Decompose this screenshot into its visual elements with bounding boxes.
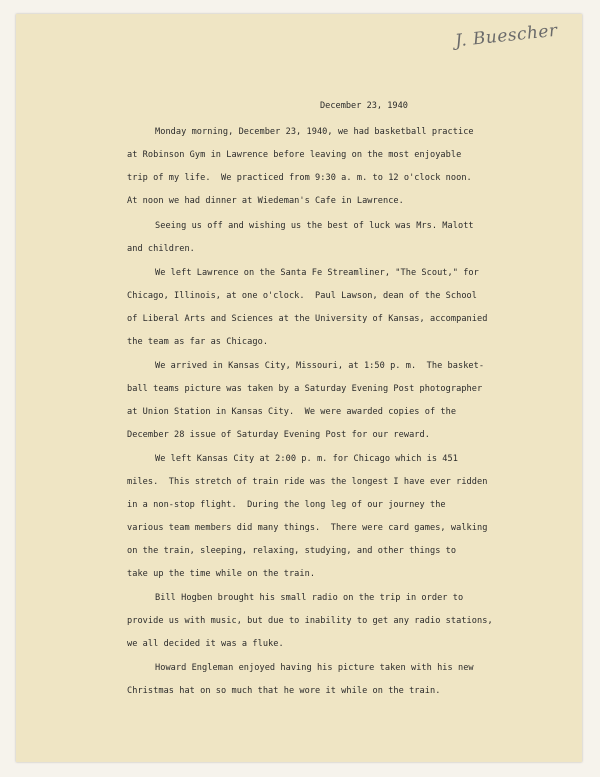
body-line: and children. [127, 244, 195, 254]
body-line: provide us with music, but due to inability to get any radio stations, [127, 616, 493, 626]
body-line: trip of my life. We practiced from 9:30 a. m. to 12 o'clock noon. [127, 173, 472, 183]
body-line: ball teams picture was taken by a Saturday Evening Post photographer [127, 384, 483, 394]
body-line: at Robinson Gym in Lawrence before leaving on the most enjoyable [127, 150, 462, 160]
body-line: December 28 issue of Saturday Evening Post for our reward. [127, 430, 430, 440]
body-line: Monday morning, December 23, 1940, we had basketball practice [155, 127, 474, 137]
body-line: in a non-stop flight. During the long leg of our journey the [127, 500, 446, 510]
document-date: December 23, 1940 [320, 101, 408, 111]
body-line: Chicago, Illinois, at one o'clock. Paul Lawson, dean of the School [127, 291, 477, 301]
body-line: Howard Engleman enjoyed having his picture taken with his new [155, 663, 474, 673]
body-line: We arrived in Kansas City, Missouri, at 1:50 p. m. The basket- [155, 361, 485, 371]
body-line: Seeing us off and wishing us the best of luck was Mrs. Malott [155, 221, 474, 231]
body-line: various team members did many things. There were card games, walking [127, 523, 488, 533]
body-line: on the train, sleeping, relaxing, studying, and other things to [127, 546, 457, 556]
body-line: of Liberal Arts and Sciences at the University of Kansas, accompanied [127, 314, 488, 324]
handwritten-signature: J. Buescher [454, 20, 559, 52]
body-line: miles. This stretch of train ride was the longest I have ever ridden [127, 477, 488, 487]
body-line: at Union Station in Kansas City. We were awarded copies of the [127, 407, 457, 417]
body-line: We left Lawrence on the Santa Fe Streamliner, "The Scout," for [155, 268, 479, 278]
body-line: At noon we had dinner at Wiedeman's Cafe in Lawrence. [127, 196, 404, 206]
body-line: we all decided it was a fluke. [127, 639, 284, 649]
body-line: We left Kansas City at 2:00 p. m. for Chicago which is 451 [155, 454, 458, 464]
body-line: the team as far as Chicago. [127, 337, 269, 347]
body-line: Christmas hat on so much that he wore it while on the train. [127, 686, 441, 696]
body-line: Bill Hogben brought his small radio on the trip in order to [155, 593, 464, 603]
body-line: take up the time while on the train. [127, 569, 316, 579]
